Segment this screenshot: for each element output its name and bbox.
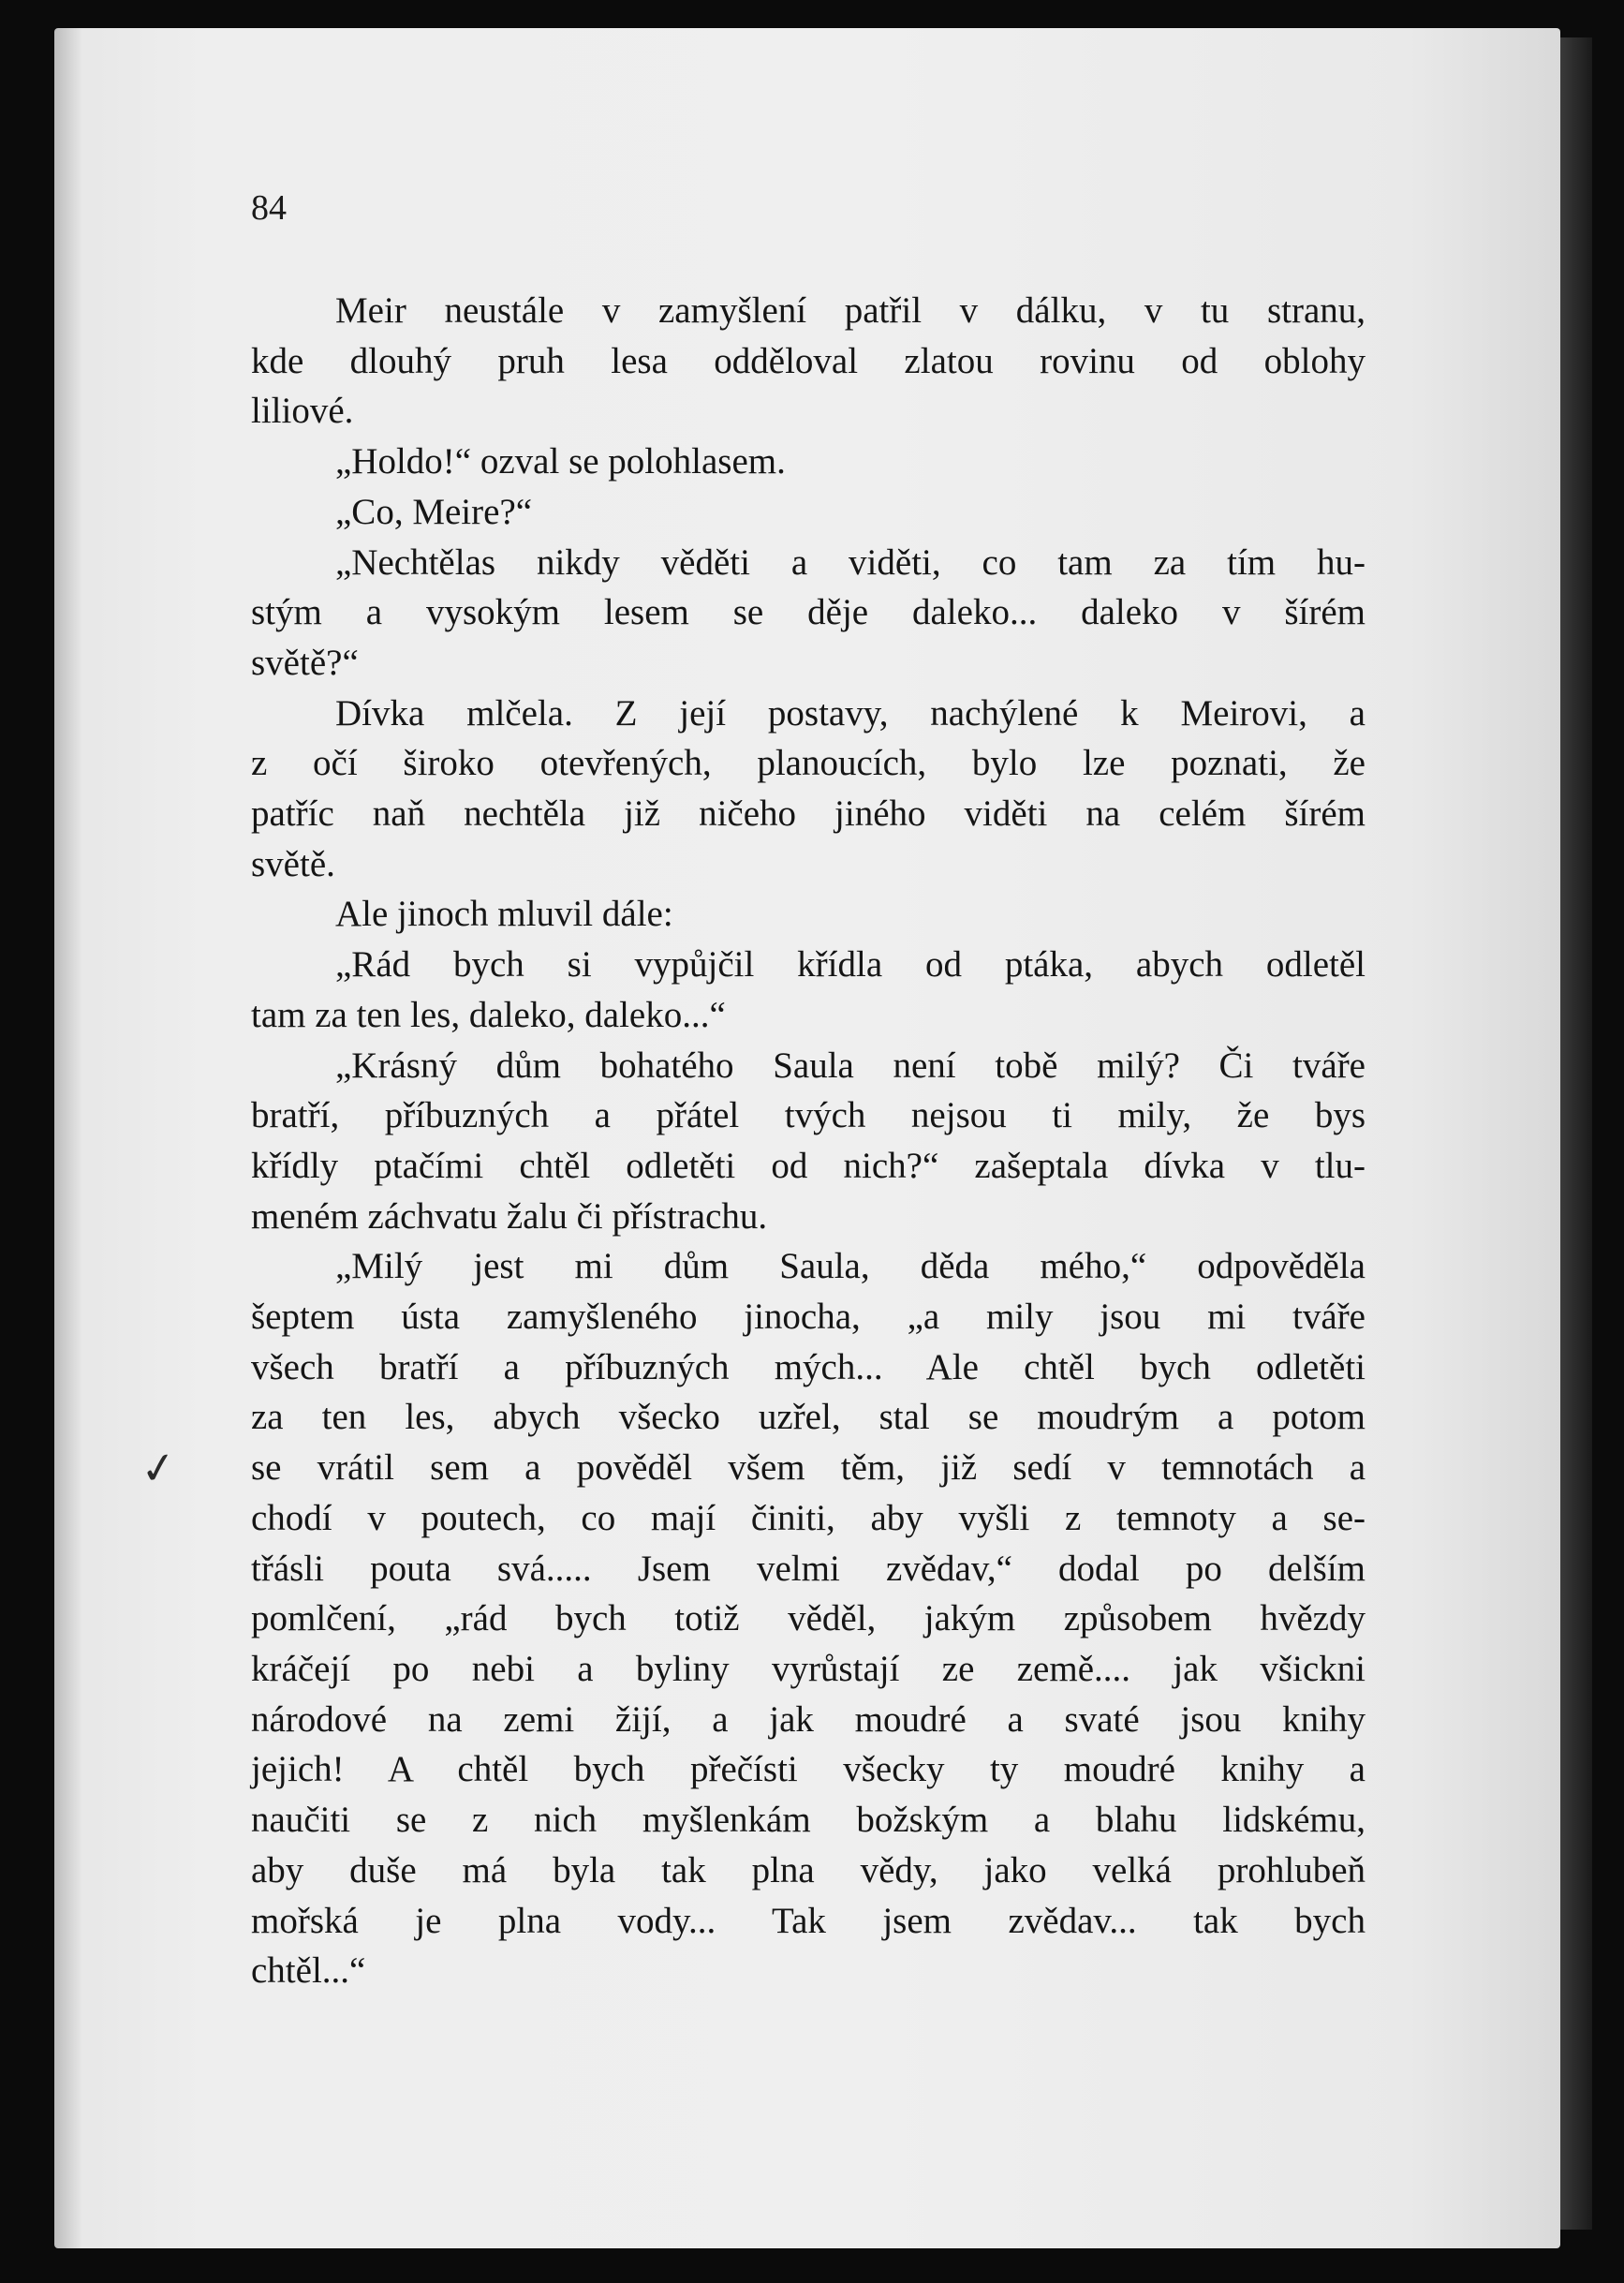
text-line: křídly ptačími chtěl odletěti od nich?“ zašeptala dívka v tlu- [251,1145,1366,1186]
text-line: patříc naň nechtěla již ničeho jiného viděti na celém šírém [251,793,1366,835]
text-line: šeptem ústa zamyšleného jinocha, „a mily jsou mi tváře [251,1297,1366,1338]
text-line: liliové. [251,391,354,432]
text-line: „Rád bych si vypůjčil křídla od ptáka, abych odletěl [335,944,1366,986]
text-line: kráčejí po nebi a byliny vyrůstají ze země.... jak všickni [251,1648,1366,1689]
text-line: z očí široko otevřených, planoucích, bylo lze poznati, že [251,743,1366,784]
page-number: 84 [251,188,287,228]
text-line: meném záchvatu žalu či přístrachu. [251,1195,768,1237]
text-line: národové na zemi žijí, a jak moudré a svaté jsou knihy [251,1698,1366,1740]
text-line: „Holdo!“ ozval se polohlasem. [335,441,786,482]
margin-check-mark: ✓ [137,1440,181,1496]
text-line: „Milý jest mi dům Saula, děda mého,“ odpověděla [335,1246,1366,1287]
text-line: za ten les, abych všecko uzřel, stal se moudrým a potom [251,1397,1366,1438]
text-line: všech bratří a příbuzných mých... Ale chtěl bych odletěti [251,1346,1366,1387]
text-line: mořská je plna vody... Tak jsem zvědav... tak bych [251,1900,1366,1941]
text-line: „Co, Meire?“ [335,491,533,532]
text-line: chodí v poutech, co mají činiti, aby vyšli z temnoty a se- [251,1497,1366,1538]
text-line: tam za ten les, daleko, daleko...“ [251,994,726,1035]
text-line: jejich! A chtěl bych přečísti všecky ty moudré knihy a [251,1749,1366,1790]
text-line: naučiti se z nich myšlenkám božským a blahu lidskému, [251,1800,1366,1841]
text-line: kde dlouhý pruh lesa odděloval zlatou rovinu od oblohy [251,340,1366,381]
text-line: „Krásný dům bohatého Saula není tobě milý? Či tváře [335,1045,1366,1086]
text-line: světě. [251,843,335,884]
text-line: Meir neustále v zamyšlení patřil v dálku, v tu stranu, [335,290,1366,331]
text-line: světě?“ [251,642,359,683]
text-line: pomlčení, „rád bych totiž věděl, jakým způsobem hvězdy [251,1598,1366,1639]
text-line: Dívka mlčela. Z její postavy, nachýlené k Meirovi, a [335,692,1366,734]
text-line: Ale jinoch mluvil dále: [335,894,673,935]
text-line: aby duše má byla tak plna vědy, jako velká prohlubeň [251,1849,1366,1890]
spine-shadow [54,28,82,2248]
text-line: stým a vysokým lesem se děje daleko... daleko v šírém [251,592,1366,633]
text-line: chtěl...“ [251,1950,366,1992]
body-text [251,286,1366,1996]
text-line: třásli pouta svá..... Jsem velmi zvědav,“ dodal po delším [251,1548,1366,1589]
text-line: bratří, příbuzných a přátel tvých nejsou ti mily, že bys [251,1095,1366,1136]
text-line: se vrátil sem a pověděl všem těm, již sedí v temnotách a [251,1447,1366,1489]
text-line: „Nechtělas nikdy věděti a viděti, co tam za tím hu- [335,541,1366,583]
page-edge-strip [1560,37,1592,2230]
